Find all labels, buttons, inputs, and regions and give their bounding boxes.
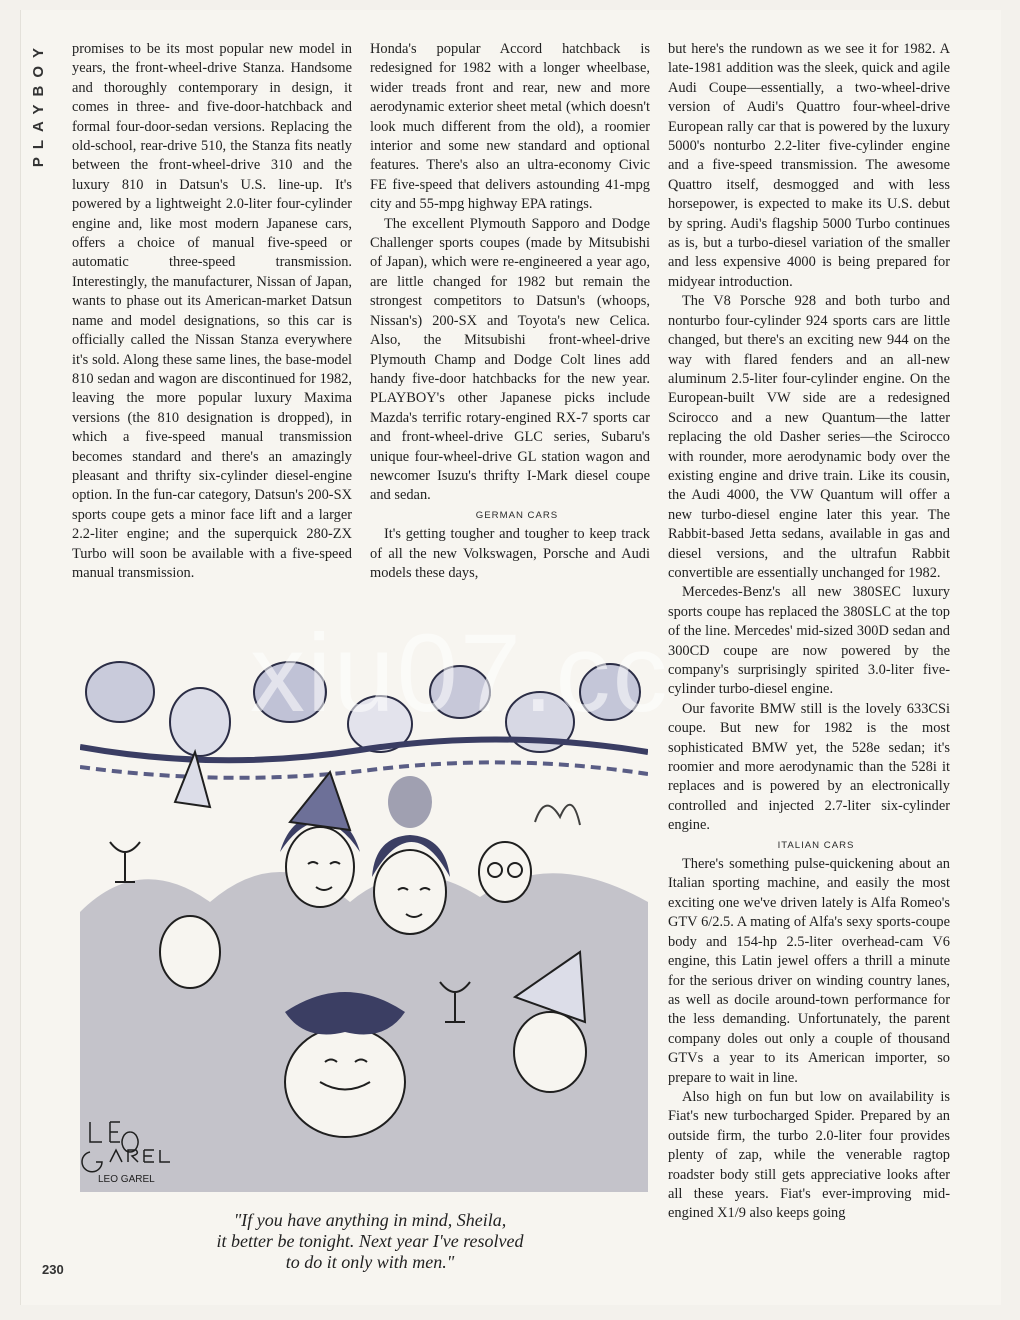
paragraph: promises to be its most popular new model in years, the front-wheel-drive Stanza. Handsome and thoroughly contemporary in design, it comes in three- and five-door-hatchback and formal four-door-sedan versions. Replacing the old-school, rear-drive 510, the Stanza fits neatly between the front-wheel-drive 310 and the luxury 810 in Datsun's U.S. line-up. It's powered by a lightweight 2.0-liter four-cylinder engine and, like most modern Japanese cars, offers a choice of manual five-speed or automatic three-speed transmission. Interestingly, the manufacturer, Nissan of Japan, wants to phase out its American-market Datsun name and model designations, so this car is officially called the Nissan Stanza everywhere it's sold. Along these same lines, the base-model 810 sedan and wagon are discontinued for 1982, leaving the more popular luxury Maxima versions (the 810 designation is dropped), in which a five-speed manual transmission becomes standard and there's an amazingly pleasant and thrifty six-cylinder diesel-engine option. In the fun-car category, Datsun's 200-SX sports coupe gets a minor face lift and a larger 2.2-liter engine; and the superquick 280-ZX Turbo will soon be available with a five-speed manual transmission. — [72, 41, 352, 581]
text-column-2 — [370, 40, 650, 583]
party-cartoon-illustration — [80, 652, 648, 1192]
masthead: PLAYBOY — [30, 40, 47, 168]
paragraph: It's getting tougher and tougher to keep track of all the new Volkswagen, Porsche and Audi models these days, — [370, 526, 650, 581]
caption-line: "If you have anything in mind, Sheila, — [233, 1210, 507, 1230]
section-subhead-italian: ITALIAN CARS — [777, 839, 855, 851]
cartoon-signature: LEO GAREL — [98, 1174, 155, 1185]
paragraph: Also high on fun but low on availability is Fiat's new turbocharged Spider. Prepared by an outside firm, the turbo 2.0-liter four provides plenty of zap, while the venerable ragtop roadster body still gets appreciative looks after all these years. Fiat's ever-improving mid-engined X1/9 also keeps going — [668, 1088, 950, 1222]
caption-line: to do it only with men." — [285, 1252, 455, 1272]
watermark: xiu07.cc — [250, 612, 670, 735]
cartoon-caption — [140, 1210, 600, 1273]
page-number: 230 — [42, 1262, 64, 1277]
paragraph: There's something pulse-quickening about an Italian sporting machine, and easily the most exciting one we've driven lately is Alfa Romeo's GTV 6/2.5. A mating of Alfa's sexy sports-coupe body and 154-hp 2.5-liter overhead-cam V6 engine, this Latin jewel offers a thrill a minute for the serious driver on winding country lanes, as well as docile around-town performance for the less demanding. Unfortunately, the parent company doles out only a couple of thousand GTVs a year to its American importer, so prepare to wait in line. — [668, 856, 950, 1086]
caption-line: it better be tonight. Next year I've resolved — [216, 1231, 524, 1251]
text-column-3 — [668, 40, 950, 1224]
text-column-1 — [72, 40, 352, 583]
paragraph: Honda's popular Accord hatchback is redesigned for 1982 with a longer wheelbase, wider treads front and rear, new and more aerodynamic exterior sheet metal (which doesn't look much different from the old), a roomier interior and some new standard and optional features. There's also an ultra-economy Civic FE five-speed that delivers astounding 41-mpg city and 55-mpg highway EPA ratings. — [370, 41, 650, 213]
paragraph: but here's the rundown as we see it for 1982. A late-1981 addition was the sleek, quick and agile Audi Coupe—essentially, a two-wheel-drive version of Audi's Quattro four-wheel-drive European rally car that is powered by the luxury 5000's nonturbo 2.2-liter five-cylinder engine and a five-speed transmission. The awesome Quattro itself, desmogged and with less horsepower, is expected to make its U.S. debut by spring. Audi's flagship 5000 Turbo continues as is, but a turbo-diesel variation of the smaller and less expensive 4000 is being prepared for midyear introduction. — [668, 41, 950, 290]
paragraph: Our favorite BMW still is the lovely 633CSi coupe. But new for 1982 is the most sophisticated BMW yet, the 528e sedan; it's roomier and more aerodynamic than the 528i it replaces and is powered by an electronically controlled and injected 2.7-liter six-cylinder engine. — [668, 700, 950, 834]
section-subhead-german: GERMAN CARS — [475, 509, 559, 521]
paragraph: The excellent Plymouth Sapporo and Dodge Challenger sports coupes (made by Mitsubishi of Japan), which were re-engineered a year ago, are little changed for 1982 but remain the strongest competitors to Datsun's (whoops, Nissan's) 200-SX and Toyota's new Celica. Also, the Mitsubishi front-wheel-drive Plymouth Champ and Dodge Colt lines add handy five-door hatchbacks for the new year. PLAYBOY's other Japanese picks include Mazda's terrific rotary-engined RX-7 sports car and front-wheel-drive GLC series, Subaru's unique four-wheel-drive GL station wagon and newcomer Isuzu's thrifty I-Mark diesel coupe and sedan. — [370, 215, 650, 504]
paragraph: Mercedes-Benz's all new 380SEC luxury sports coupe has replaced the 380SLC at the top of the line. Mercedes' mid-sized 300D sedan and 300CD coupe are now powered by the company's surprisingly spirited 3.0-liter five-cylinder turbo-diesel engine. — [668, 584, 950, 698]
paragraph: The V8 Porsche 928 and both turbo and nonturbo four-cylinder 924 sports cars are little changed, but there's an exciting new 944 on the way with flared fenders and an all-new aluminum 2.5-liter four-cylinder engine. On the European-built VW side are a redesigned Scirocco and a new Quantum—the latter replacing the old Dasher series—the Scirocco with rounder, more aerodynamic body over the existing engine and drive train. Like its cousin, the Audi 4000, the VW Quantum will offer a new turbo-diesel engine later this year. The Rabbit-based Jetta sedans, available in gas and diesel versions, and the ultrafun Rabbit convertible are essentially unchanged for 1982. — [668, 293, 950, 581]
